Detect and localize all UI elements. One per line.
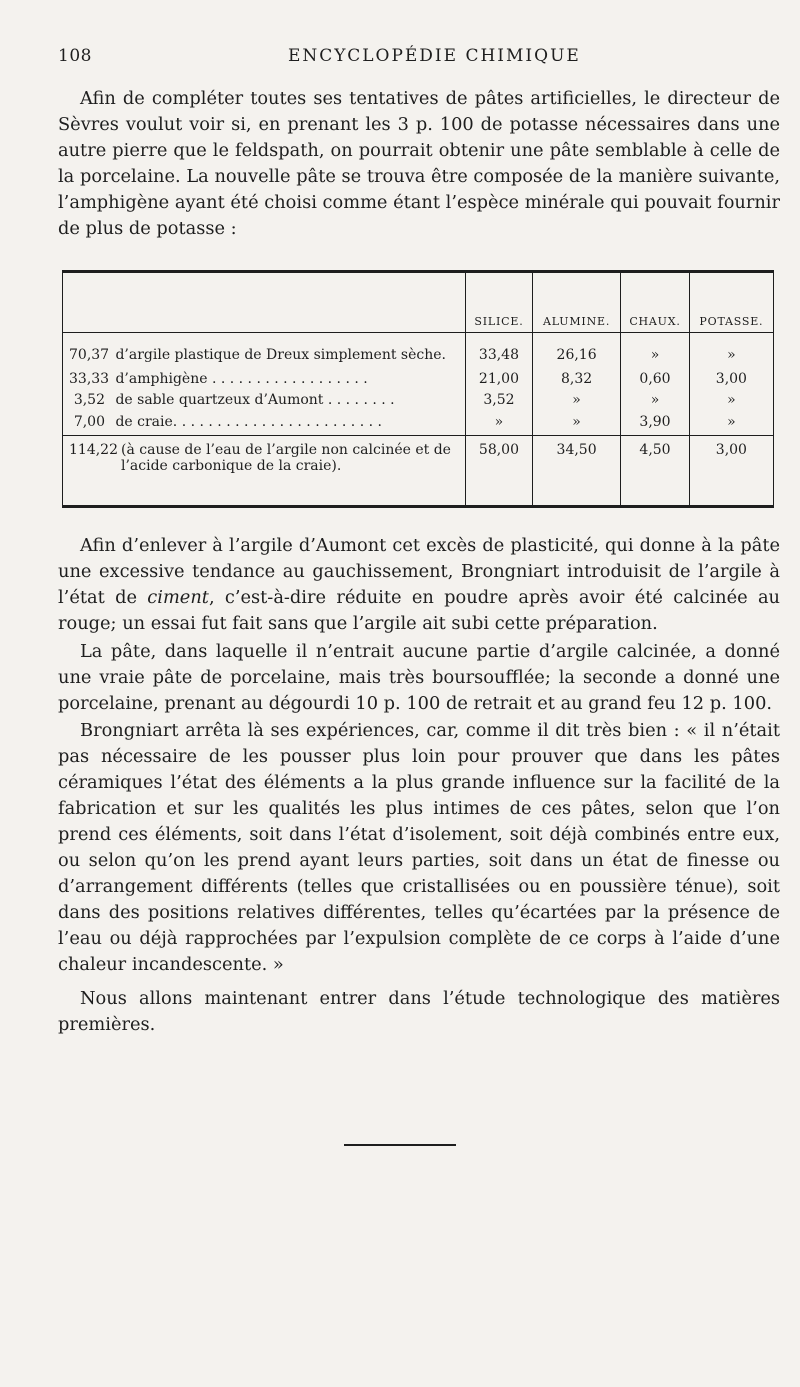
intro-paragraph xyxy=(58,86,780,242)
table-row xyxy=(63,391,773,412)
cell-alumine: 26,16 xyxy=(532,333,620,371)
paragraph-ciment-end: , c’est-à-dire réduite en poudre après avoir été calcinée au rouge; un essai fut fait sans que l’argile ait subi cette préparation. xyxy=(58,587,780,634)
total-potasse: 3,00 xyxy=(689,435,773,505)
col-header-chaux: CHAUX. xyxy=(621,273,690,333)
paragraph-closing xyxy=(58,986,780,1038)
paragraph-quote xyxy=(58,718,780,978)
total-silice: 58,00 xyxy=(466,435,533,505)
intro-paragraph-text: Afin de compléter toutes ses tentatives de pâtes artificielles, le directeur de Sèvres voulut voir si, en prenant les 3 p. 100 de potasse nécessaires dans une autre pierre que le feldspath, on pourrait obtenir une pâte semblable à celle de la porcelaine. La nouvelle pâte se trouva être composée de la manière suivante, l’amphigène ayant été choisi comme étant l’espèce minérale qui pouvait fournir de plus de potasse : xyxy=(58,88,780,239)
cell-chaux: » xyxy=(621,333,690,371)
table-row xyxy=(63,413,773,435)
running-title: ENCYCLOPÉDIE CHIMIQUE xyxy=(288,46,581,66)
col-header-alumine: ALUMINE. xyxy=(532,273,620,333)
total-label-cell xyxy=(63,435,465,505)
row-amount: 3,52 xyxy=(73,392,105,409)
paragraph-closing-text: Nous allons maintenant entrer dans l’étude technologique des matières premières. xyxy=(58,988,780,1035)
row-label-cell xyxy=(63,333,466,371)
paragraph-ciment xyxy=(58,533,780,637)
row-amount: 7,00 xyxy=(73,413,105,430)
col-header-silice: SILICE. xyxy=(466,273,533,333)
paragraph-pate-text: La pâte, dans laquelle il n’entrait aucune partie d’argile calcinée, a donné une vraie pâte de porcelaine, mais très boursoufflée; la seconde a donné une porcelaine, prenant au dégourdi 10 p. 100 de retrait et au grand feu 12 p. 100. xyxy=(58,641,780,714)
cell-silice: 3,52 xyxy=(466,391,533,412)
table-header-blank xyxy=(63,273,466,333)
row-label: de craie. . . . . . . . . . . . . . . . . . . . . . . . xyxy=(115,413,382,430)
row-label-cell xyxy=(63,370,466,391)
paragraph-ciment-italic: ciment xyxy=(147,587,209,608)
page-number: 108 xyxy=(58,46,92,66)
cell-chaux: » xyxy=(621,391,690,412)
row-label-cell xyxy=(63,391,466,412)
composition-table xyxy=(62,270,774,508)
cell-silice: 21,00 xyxy=(466,370,533,391)
table-row xyxy=(63,333,773,371)
total-label: (à cause de l’eau de l’argile non calcinée et de l’acide carbonique de la craie). xyxy=(121,442,451,474)
page-header xyxy=(58,46,758,70)
cell-alumine: 8,32 xyxy=(532,370,620,391)
cell-chaux: 3,90 xyxy=(621,413,690,435)
row-label-cell xyxy=(63,413,466,435)
cell-potasse: » xyxy=(689,391,773,412)
table-header-row xyxy=(63,273,773,333)
cell-potasse: » xyxy=(689,413,773,435)
cell-chaux: 0,60 xyxy=(621,370,690,391)
cell-alumine: » xyxy=(532,391,620,412)
cell-silice: 33,48 xyxy=(466,333,533,371)
row-amount: 70,37 xyxy=(69,347,110,363)
section-end-rule xyxy=(344,1144,456,1146)
table-total-row xyxy=(63,435,773,505)
row-label: d’amphigène . . . . . . . . . . . . . . . . . . xyxy=(115,371,368,388)
cell-alumine: » xyxy=(532,413,620,435)
total-chaux: 4,50 xyxy=(621,435,690,505)
table-row xyxy=(63,370,773,391)
col-header-potasse: POTASSE. xyxy=(689,273,773,333)
total-amount: 114,22 xyxy=(69,442,118,458)
row-label: d’argile plastique de Dreux simplement sèche. xyxy=(115,347,446,363)
paragraph-pate xyxy=(58,639,780,717)
cell-potasse: 3,00 xyxy=(689,370,773,391)
paragraph-ciment-start: Afin d’enlever à l’argile d’Aumont cet excès de plasticité, qui donne à la pâte une excessive tendance au gauchissement, Brongniart introduisit de l’argile à l’état de xyxy=(58,535,780,608)
total-alumine: 34,50 xyxy=(532,435,620,505)
row-label: de sable quartzeux d’Aumont . . . . . . . . xyxy=(115,392,395,409)
cell-potasse: » xyxy=(689,333,773,371)
row-amount: 33,33 xyxy=(69,371,110,388)
cell-silice: » xyxy=(466,413,533,435)
paragraph-quote-text: Brongniart arrêta là ses expériences, car, comme il dit très bien : « il n’était pas nécessaire de les pousser plus loin pour prouver que dans les pâtes céramiques l’état des éléments a la plus grande influence sur la facilité de la fabrication et sur les qualités les plus intimes de ces pâtes, selon que l’on prend ces éléments, soit dans l’état d’isolement, soit déjà combinés entre eux, ou selon qu’on les prend ayant leurs parties, soit dans un état de finesse ou d’arrangement différents (telles que cristallisées ou en poussière ténue), soit dans des positions relatives différentes, telles qu’écartées par la présence de l’eau ou déjà rapprochées par l’expulsion complète de ce corps à l’aide d’une chaleur incandescente. » xyxy=(58,720,780,975)
